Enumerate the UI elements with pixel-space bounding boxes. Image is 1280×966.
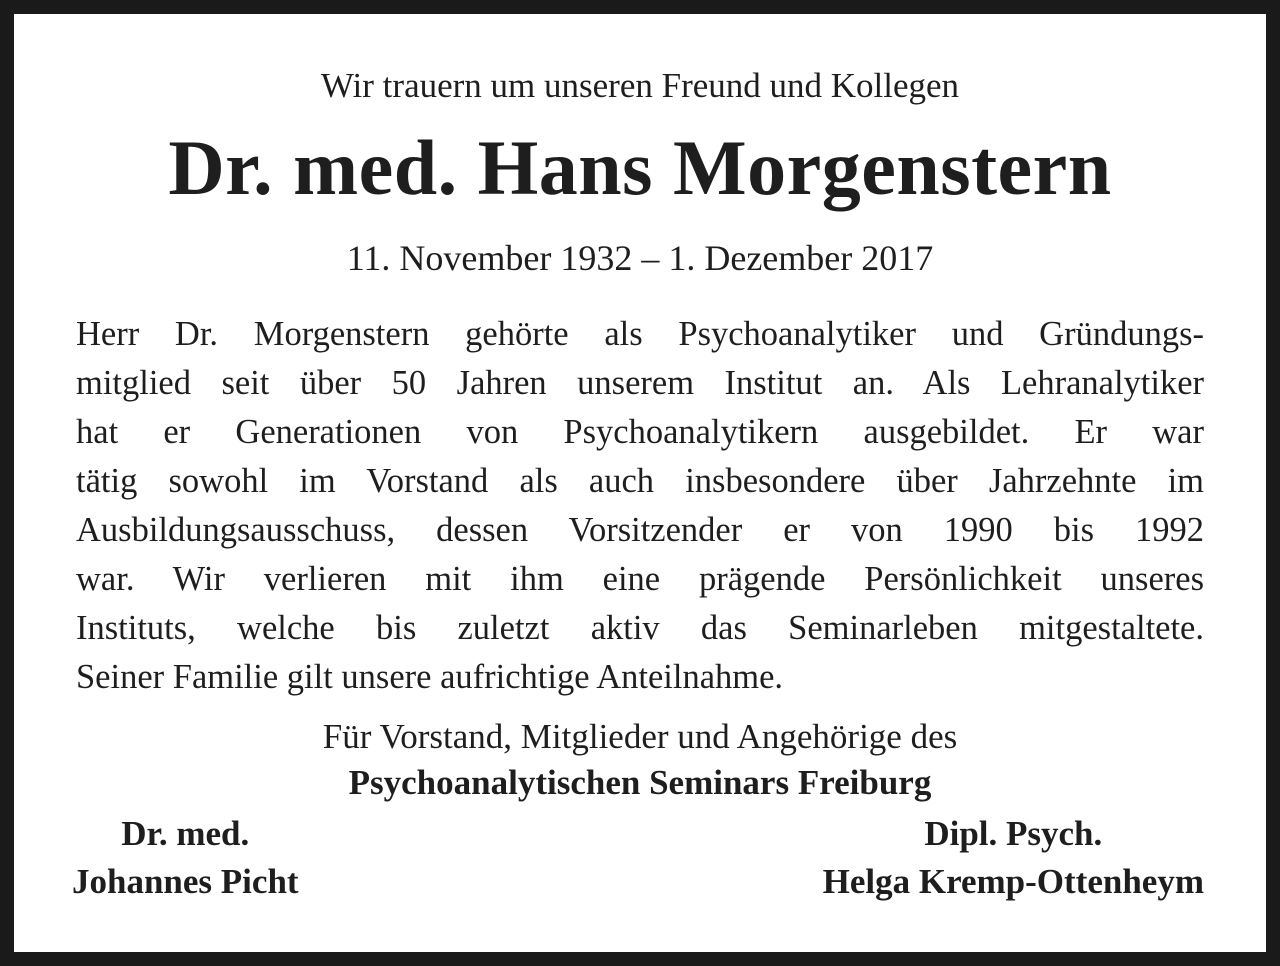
- body-line: tätig sowohl im Vorstand als auch insbesondere über Jahrzehnte im: [76, 462, 1204, 500]
- organization-name: Psychoanalytischen Seminars Freiburg: [348, 763, 932, 802]
- body-line: Herr Dr. Morgenstern gehörte als Psychoanalytiker und Gründungs-: [76, 315, 1204, 353]
- signer-name: Johannes Picht: [72, 862, 299, 901]
- life-dates: 11. November 1932 – 1. Dezember 2017: [346, 238, 934, 278]
- body-line: Ausbildungsausschuss, dessen Vorsitzender er von 1990 bis 1992: [76, 511, 1204, 549]
- obituary-notice: [14, 14, 1266, 952]
- deceased-name: Dr. med. Hans Morgenstern: [168, 124, 1112, 211]
- signer-title: Dipl. Psych.: [924, 814, 1103, 853]
- body-line: Seiner Familie gilt unsere aufrichtige Anteilnahme.: [76, 658, 784, 696]
- signer-left: [72, 810, 299, 906]
- body-line: hat er Generationen von Psychoanalytikern ausgebildet. Er war: [76, 413, 1204, 451]
- body-line: Instituts, welche bis zuletzt aktiv das Seminarleben mitgestaltete.: [76, 609, 1204, 647]
- intro-line: Wir trauern um unseren Freund und Kollegen: [320, 66, 960, 105]
- signer-right: [823, 810, 1204, 906]
- obituary-body: [76, 310, 1204, 702]
- body-line: mitglied seit über 50 Jahren unserem Institut an. Als Lehranalytiker: [76, 364, 1204, 402]
- signer-title: Dr. med.: [121, 814, 250, 853]
- body-line: war. Wir verlieren mit ihm eine prägende Persönlichkeit unseres: [76, 560, 1204, 598]
- signer-name: Helga Kremp-Ottenheym: [822, 862, 1204, 901]
- signature-intro: Für Vorstand, Mitglieder und Angehörige des: [322, 717, 958, 756]
